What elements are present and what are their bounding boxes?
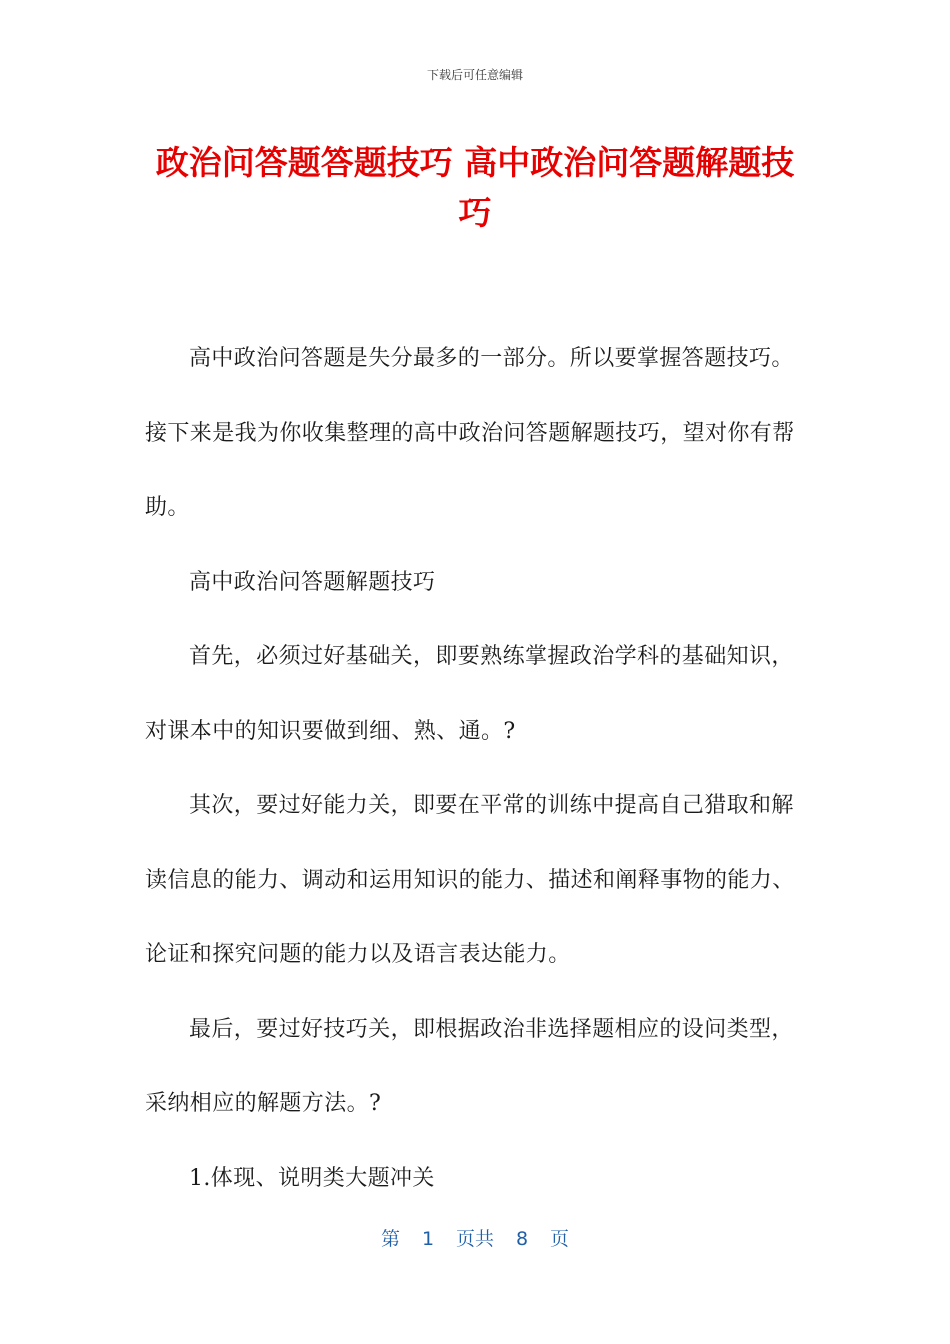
- footer-prefix: 第: [380, 1228, 400, 1250]
- paragraph-section-1: 1.体现、说明类大题冲关: [189, 1165, 435, 1191]
- footer-middle: 页共: [455, 1228, 494, 1250]
- document-title: 政治问答题答题技巧 高中政治问答题解题技巧: [155, 143, 795, 232]
- paragraph-second: 其次，要过好能力关，即要在平常的训练中提高自己猎取和解读信息的能力、调动和运用知识的能力、描述和阐释事物的能力、论证和探究问题的能力以及语言表达能力。: [145, 793, 795, 967]
- document-body: [145, 322, 795, 1216]
- paragraph-first: 首先，必须过好基础关，即要熟练掌握政治学科的基础知识，对课本中的知识要做到细、熟、通。?: [145, 644, 794, 744]
- footer-page-number: 1: [421, 1228, 435, 1250]
- footer-total-pages: 8: [515, 1228, 529, 1250]
- header-note: 下载后可任意编辑: [426, 68, 523, 82]
- paragraph-intro: 高中政治问答题是失分最多的一部分。所以要掌握答题技巧。接下来是我为你收集整理的高中政治问答题解题技巧，望对你有帮助。: [145, 346, 795, 520]
- page-footer: [0, 1226, 950, 1252]
- paragraph-last: 最后，要过好技巧关，即根据政治非选择题相应的设问类型，采纳相应的解题方法。?: [145, 1016, 794, 1116]
- paragraph-heading: 高中政治问答题解题技巧: [189, 569, 436, 595]
- footer-suffix: 页: [550, 1228, 570, 1250]
